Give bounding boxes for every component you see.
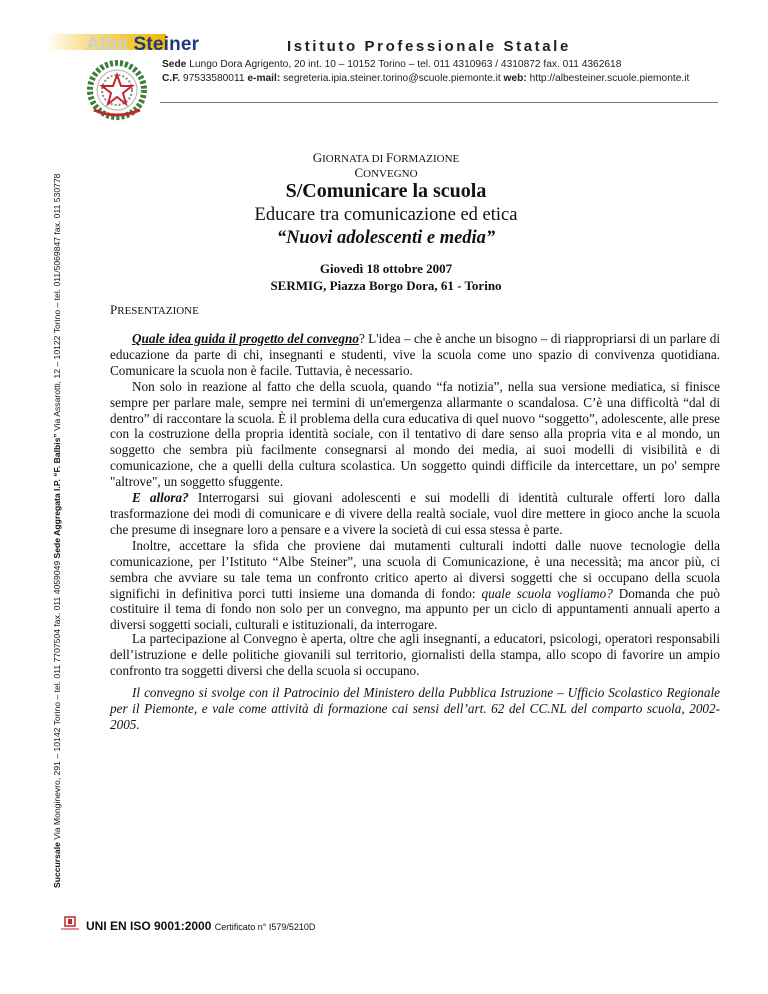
paragraph-context: Non solo in reazione al fatto che della scuola, quando “fa notizia”, nella sua versione mediatica, si finisce sempre per parlare male, sempre nei termini di un'emergenza allarmante o scandalosa. C’è una difficoltà “dal di dentro” di raccontare la scuola. È il problema della cura educativa di quel nuovo “soggetto”, adolescente, alle prese con la costruzione della propria identità sociale, con il tentativo di dare senso alla propria vita e al mondo, un soggetto che sembra più facilmente consegnarsi al mondo dei media, ai suoi modelli di visibilità e di comunicazione, che a quelli della cultura scolastica. Un soggetto quindi difficile da intercettare, un po' sempre "altrove", un soggetto sfuggente. (110, 378, 720, 490)
paragraph-challenge-tail: Domanda che può costituire il tema di fondo non solo per un convegno, ma appunto per un ciclo di appuntamenti annuali aperto a diversi soggetti sociali, culturali e istituzionali, da interrogare. (110, 585, 720, 633)
paragraph-patronage-text: Il convegno si svolge con il Patrocinio del Ministero della Pubblica Istruzione – Ufficio Scolastico Regionale per il Piemonte, e vale come attività di formazione cai sensi dell’art. 62 del CC.NL del comparto scuola, 2002-2005. (110, 685, 720, 732)
presentation-body (110, 331, 720, 633)
cf-value: 97533580011 (182, 73, 245, 84)
paragraph-idea-text: ? L'idea – che è anche un bisogno – di riappropriarsi di un parlare di educazione da parte di chi, insegnanti e studenti, vive la scuola come uno spazio di convivenza quotidiana. Comunicare la scuola non è facile. Tuttavia, è necessario. (110, 331, 721, 378)
formazione-rest: ORMAZIONE (393, 153, 460, 165)
succursale-label: Succursale (52, 842, 62, 888)
email-label: e-mail: (247, 73, 281, 84)
sede-label: Sede (162, 59, 187, 70)
paragraph-patronage (110, 685, 720, 733)
email-value[interactable]: segreteria.ipia.steiner.torino@scuole.piemonte.it (283, 73, 501, 84)
convegno-rest: ONVEGNO (363, 168, 418, 180)
school-logo-text (86, 34, 199, 56)
formazione-initial: F (386, 150, 394, 165)
paragraph-participation-text: La partecipazione al Convegno è aperta, oltre che agli insegnanti, a educatori, psicologi, operatori responsabili dell’istruzione e delle politiche giovanili sul territorio, giornalisti della stampa, allo scopo di favorire un ampio confronto tra soggetti diversi che della scuola si occupano. (110, 631, 720, 678)
paragraph-question-text: Interrogarsi sui giovani adolescenti e sui modelli di identità culturale offerti loro dalla trasformazione dei modi di comunicare e di vivere della realtà sociale, vuol dire mettere in gioco anche la scuola che presume di insegnare loro a pensare e a vivere la società di cui essa stessa è parte. (110, 490, 720, 537)
sede-line (162, 58, 689, 72)
section-heading-initial: P (110, 302, 118, 317)
header-divider (160, 102, 718, 103)
convegno-initial: C (354, 165, 364, 180)
italian-republic-emblem-icon (84, 58, 150, 122)
paragraph-idea-lead: Quale idea guida il progetto del convegno (132, 331, 359, 346)
paragraph-participation (110, 631, 720, 679)
event-title: S/Comunicare la scuola (285, 180, 487, 202)
certification-footer (86, 919, 315, 933)
institute-name: Istituto Professionale Statale (287, 38, 571, 55)
giornata-rest: IORNATA DI (322, 153, 384, 165)
brand-steiner: Steiner (133, 34, 200, 55)
cf-label: C.F. (162, 73, 181, 84)
certification-logo-icon (60, 916, 80, 932)
contact-block (162, 58, 689, 86)
event-place: SERMIG, Piazza Borgo Dora, 61 - Torino (270, 278, 502, 293)
event-kicker (160, 150, 612, 166)
paragraph-question (110, 490, 720, 538)
paragraph-challenge-question: quale scuola vogliamo? (481, 585, 613, 601)
aggregata-text: Via Assarotti, 12 – 10122 Torino – tel. 011/5069847 fax. 011 530778 (52, 173, 62, 431)
event-subtitle-quote: “Nuovi adolescenti e media” (276, 228, 496, 248)
web-label: web: (503, 73, 527, 84)
cf-line (162, 72, 689, 86)
paragraph-question-lead: E allora? (132, 490, 189, 506)
giornata-initial: G (312, 150, 323, 165)
brand-albe: Albe (86, 34, 128, 55)
succursale-text: Via Monginevro, 291 – 10142 Torino – tel. 011 7707504 fax. 011 4059049 (52, 560, 62, 840)
paragraph-challenge (110, 538, 720, 633)
aggregata-label: Sede Aggregata I.P. “F. Balbis” (52, 433, 62, 559)
iso-standard: UNI EN ISO 9001:2000 (86, 919, 212, 933)
section-heading-rest: RESENTAZIONE (117, 305, 199, 317)
event-type (160, 165, 612, 181)
sede-text: Lungo Dora Agrigento, 20 int. 10 – 10152 Torino – tel. 011 4310963 / 4310872 fax. 011 4362618 (189, 59, 622, 70)
certificate-number: Certificato n° I579/5210D (214, 922, 316, 932)
paragraph-challenge-text: Inoltre, accettare la sfida che proviene dai mutamenti culturali indotti dalle nuove tecnologie della comunicazione, per l’Istituto “Albe Steiner”, una scuola di Comunicazione, è una necessità; ma ancor più, ci sembra che avviare su tale tema un confronto critico aperto ai diversi soggetti che si occupano della scuola significhi in definitiva porci tutti insieme una domanda di fondo: (110, 537, 720, 601)
web-value[interactable]: http://albesteiner.scuole.piemonte.it (529, 73, 690, 84)
vertical-address-strip (52, 168, 62, 888)
event-date: Giovedì 18 ottobre 2007 (319, 261, 453, 276)
section-heading (110, 302, 199, 318)
paragraph-idea (110, 331, 720, 379)
event-subtitle: Educare tra comunicazione ed etica (254, 205, 518, 225)
